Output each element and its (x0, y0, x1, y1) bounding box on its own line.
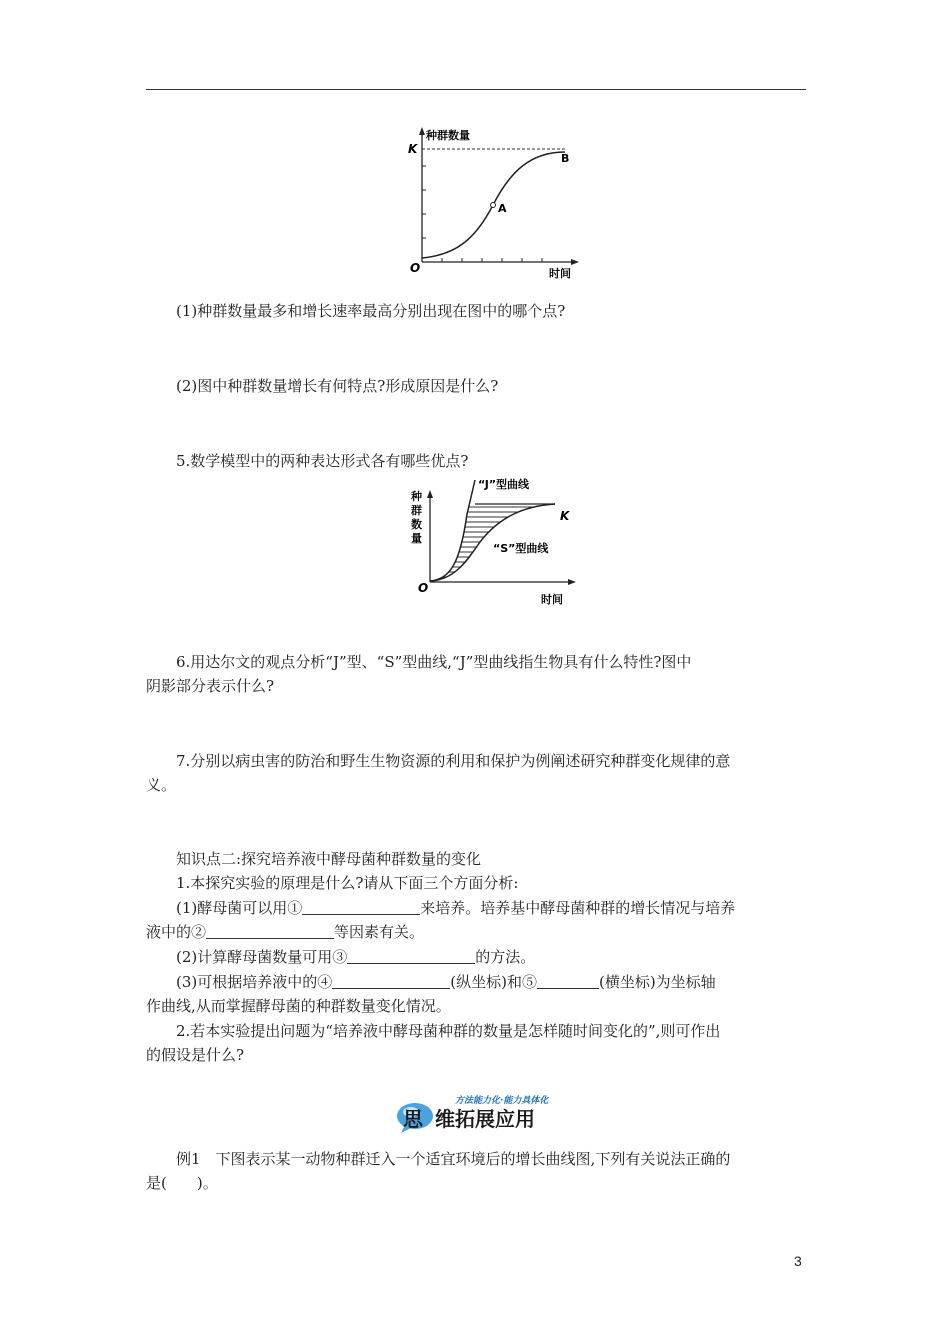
question-6-line-1: 6.用达尔文的观点分析“J”型、“S”型曲线,“J”型曲线指生物具有什么特性?图中 (176, 653, 692, 671)
blank-1[interactable] (302, 898, 420, 915)
example-1-line-2: 是( )。 (146, 1174, 218, 1192)
kp2-sub-1-line-2 (146, 921, 424, 943)
kp2-sub-3-line-1 (176, 971, 716, 993)
question-7-line-2: 义。 (146, 776, 177, 794)
example-1-line-1: 例1 下图表示某一动物种群迁入一个适宜环境后的增长曲线图,下列有关说法正确的 (176, 1150, 731, 1168)
kp2-sub-2 (176, 946, 535, 968)
kp2-sub-3a: (3)可根据培养液中的④ (176, 973, 333, 991)
blank-5[interactable] (537, 972, 599, 989)
kp2-sub-1c: 液中的② (146, 923, 207, 941)
kp2-sub-3c: (横坐标)为坐标轴 (598, 973, 716, 991)
fig1-origin: O (410, 261, 421, 275)
fig2-s-label: “S”型曲线 (493, 542, 549, 555)
kp2-question-2-line-1: 2.若本实验提出问题为“培养液中酵母菌种群的数量是怎样随时间变化的”,则可作出 (176, 1022, 721, 1040)
fig2-j-label: “J”型曲线 (478, 478, 530, 491)
fig1-k-label: K (408, 142, 418, 156)
question-4-1: (1)种群数量最多和增长速率最高分别出现在图中的哪个点? (176, 302, 566, 320)
kp2-question-2-line-2: 的假设是什么? (146, 1046, 245, 1064)
question-5: 5.数学模型中的两种表达形式各有哪些优点? (176, 452, 469, 470)
fig1-xlabel: 时间 (549, 267, 571, 280)
fig2-k-label: K (560, 509, 570, 523)
fig2-ylabel-1: 种 (411, 490, 422, 503)
header-rule (146, 89, 806, 90)
kp2-question-1: 1.本探究实验的原理是什么?请从下面三个方面分析: (176, 874, 519, 892)
kp2-sub-3-line-2: 作曲线,从而掌握酵母菌的种群数量变化情况。 (146, 997, 451, 1015)
question-6-line-2: 阴影部分表示什么? (146, 677, 275, 695)
page-number: 3 (794, 1253, 802, 1269)
fig2-ylabel-2: 群 (411, 504, 422, 517)
fig2-ylabel-4: 量 (411, 532, 422, 545)
banner-subtitle: 方法能力化·能力具体化 (455, 1096, 549, 1106)
knowledge-point-2-title: 知识点二:探究培养液中酵母菌种群数量的变化 (176, 850, 482, 868)
blank-3[interactable] (347, 947, 475, 964)
kp2-sub-1-line-1 (176, 897, 735, 919)
fig2-ylabel-3: 数 (411, 518, 422, 531)
section-banner (395, 1092, 565, 1134)
kp2-sub-1b: 来培养。培养基中酵母菌种群的增长情况与培养 (420, 899, 736, 917)
banner-title-char: 思 (403, 1107, 423, 1131)
kp2-sub-3b: (纵坐标)和⑤ (450, 973, 537, 991)
kp2-sub-2a: (2)计算酵母菌数量可用③ (176, 948, 348, 966)
fig2-xlabel: 时间 (541, 593, 563, 606)
fig2-origin: O (418, 581, 429, 595)
figure-s-curve (395, 122, 595, 287)
kp2-sub-1d: 等因素有关。 (334, 923, 425, 941)
question-7-line-1: 7.分别以病虫害的防治和野生生物资源的利用和保护为例阐述研究种群变化规律的意 (176, 752, 731, 770)
question-4-2: (2)图中种群数量增长有何特点?形成原因是什么? (176, 377, 499, 395)
fig1-b-label: B (561, 152, 570, 165)
figure-j-s-curves (405, 474, 590, 609)
blank-2[interactable] (206, 922, 334, 939)
banner-title: 维拓展应用 (435, 1107, 535, 1131)
fig1-a-label: A (498, 202, 507, 215)
kp2-sub-2b: 的方法。 (475, 948, 536, 966)
kp2-sub-1a: (1)酵母菌可以用① (176, 899, 303, 917)
blank-4[interactable] (332, 972, 450, 989)
fig1-ylabel: 种群数量 (426, 129, 470, 142)
